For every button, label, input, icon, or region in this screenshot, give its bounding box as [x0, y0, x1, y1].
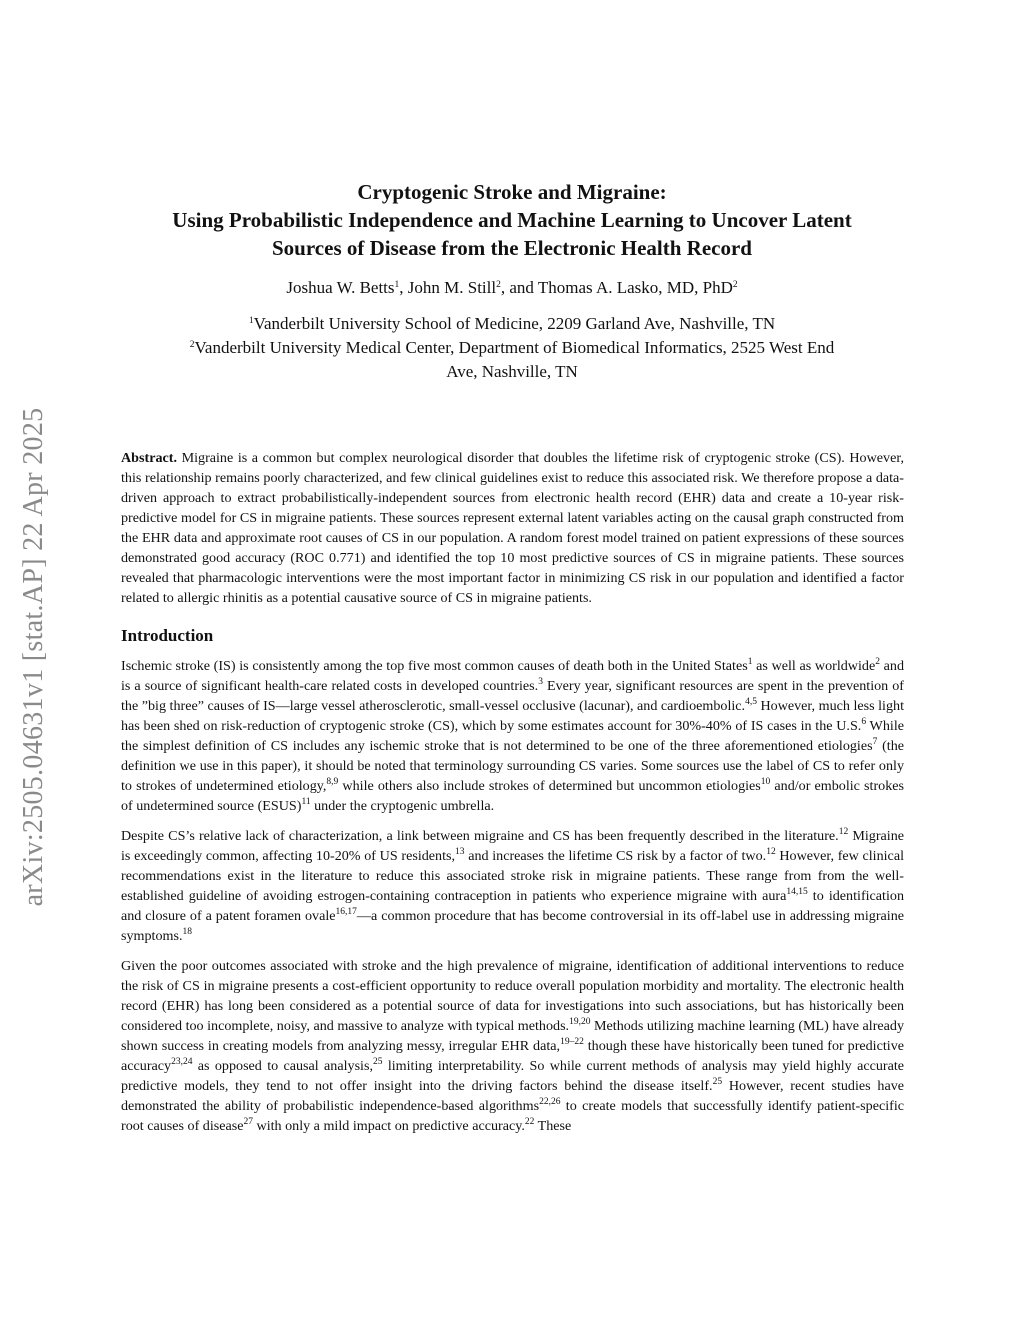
citation-marker: 22,26	[539, 1097, 561, 1107]
citation-marker: 10	[760, 777, 771, 787]
author-affil-marker: 2	[732, 280, 738, 290]
citation-marker: 22	[524, 1117, 535, 1127]
author-affil-marker: 2	[496, 280, 501, 290]
paragraph-text: Despite CS’s relative lack of characterization, a link between migraine and CS has been frequently described in the literature.	[121, 828, 839, 844]
citation-marker: 14,15	[786, 887, 808, 897]
citation-marker: 1	[747, 657, 753, 667]
citation-marker: 18	[182, 927, 192, 937]
paragraph-text: with only a mild impact on predictive accuracy.	[253, 1118, 525, 1134]
citation-marker: 11	[301, 797, 311, 807]
paragraph-text: under the cryptogenic umbrella.	[310, 798, 495, 814]
affiliation-1	[0, 312, 1024, 336]
paragraph-text: Every year, significant resources are spent in the prevention of the ”big three” causes of IS—large vessel atherosclerotic, small-vessel occlusive (lacunar), and cardioembolic.	[121, 678, 904, 714]
paper-body	[121, 448, 904, 1146]
citation-marker: 19,20	[569, 1017, 591, 1027]
abstract	[121, 448, 904, 608]
citation-marker: 27	[243, 1117, 253, 1127]
paragraph-text: and/or embolic strokes of undetermined source (ESUS)	[121, 778, 904, 814]
citation-marker: 16,17	[335, 907, 357, 917]
citation-marker: 4,5	[745, 697, 757, 707]
paragraph	[121, 826, 904, 946]
citation-marker: 12	[766, 847, 776, 857]
paragraph-text: Methods utilizing machine learning (ML) have already shown success in creating models from analyzing messy, irregular EHR data,	[121, 1018, 904, 1054]
author-name: Thomas A. Lasko, MD, PhD	[537, 278, 733, 297]
citation-marker: 13	[455, 847, 465, 857]
header	[0, 178, 1024, 384]
paragraph	[121, 956, 904, 1136]
paragraph-text: and is a source of significant health-care related costs in developed countries.	[121, 658, 904, 694]
title-line-2: Using Probabilistic Independence and Machine Learning to Uncover Latent	[172, 208, 852, 232]
affil-text: Vanderbilt University Medical Center, Department of Biomedical Informatics, 2525 West End	[194, 338, 835, 357]
affiliation-2	[0, 336, 1024, 360]
paragraph-text: However, few clinical recommendations exist in the literature to reduce this associated stroke risk in migraine patients. These range from from the well-established guideline of avoiding estrogen-containing contraception in patients who experience migraine with aura	[121, 848, 904, 904]
citation-marker: 25	[712, 1077, 723, 1087]
author-separator: ,	[399, 278, 408, 297]
citation-marker: 3	[538, 677, 543, 687]
citation-marker: 12	[838, 827, 849, 837]
title-line-1: Cryptogenic Stroke and Migraine:	[357, 180, 667, 204]
citation-marker: 19–22	[560, 1037, 584, 1047]
abstract-text: Migraine is a common but complex neurological disorder that doubles the lifetime risk of cryptogenic stroke (CS). However, this relationship remains poorly characterized, and few clinical guidelines exist to reduce this associated risk. We therefore propose a data-driven approach to extract probabilistically-independent sources from electronic health record (EHR) data and create a 10-year risk-predictive model for CS in migraine patients. These sources represent external latent variables acting on the causal graph constructed from the EHR data and approximate root causes of CS in our population. A random forest model trained on patient expressions of these sources demonstrated good accuracy (ROC 0.771) and identified the top 10 most predictive sources of CS in migraine patients. These sources revealed that pharmacologic interventions were the most important factor in minimizing CS risk in our population and identified a factor related to allergic rhinitis as a potential causative source of CS in migraine patients.	[121, 450, 904, 606]
paragraph-text: to create models that successfully identify patient-specific root causes of disease	[121, 1098, 904, 1134]
author-affil-marker: 1	[394, 280, 400, 290]
paragraph-text: Given the poor outcomes associated with stroke and the high prevalence of migraine, identification of additional interventions to reduce the risk of CS in migraine presents a cost-efficient opportunity to reduce overall population morbidity and mortality. The electronic health record (EHR) has long been considered as a potential source of data for investigations into such associations, but has historically been considered too incomplete, noisy, and massive to analyze with typical methods.	[121, 958, 904, 1034]
arxiv-sidebar-stamp	[8, 352, 60, 962]
paragraph-text: while others also include strokes of determined but uncommon etiologies	[338, 778, 761, 794]
paragraph-text: as well as worldwide	[752, 658, 876, 674]
paragraph-text: though these have historically been tuned for predictive accuracy	[121, 1038, 904, 1074]
paper-title	[0, 178, 1024, 262]
paragraph-text: However, recent studies have demonstrated the ability of probabilistic independence-based algorithms	[121, 1078, 904, 1114]
paragraph-text: as opposed to causal analysis,	[192, 1058, 373, 1074]
citation-marker: 2	[875, 657, 880, 667]
citation-marker: 8,9	[326, 777, 339, 787]
paragraph-text: Ischemic stroke (IS) is consistently among the top five most common causes of death both in the United States	[121, 658, 748, 674]
abstract-label: Abstract.	[121, 450, 177, 466]
affiliations	[0, 312, 1024, 384]
affil-marker: 2	[189, 340, 195, 350]
author-name: John M. Still	[407, 278, 497, 297]
author-name: Joshua W. Betts	[286, 278, 395, 297]
affiliation-2-cont: Ave, Nashville, TN	[446, 362, 578, 381]
arxiv-identifier: arXiv:2505.04631v1 [stat.AP] 22 Apr 2025	[18, 407, 49, 907]
paragraph	[121, 656, 904, 816]
affil-text: Vanderbilt University School of Medicine, 2209 Garland Ave, Nashville, TN	[253, 314, 776, 333]
citation-marker: 23,24	[171, 1057, 193, 1067]
citation-marker: 7	[872, 737, 878, 747]
affil-marker: 1	[248, 316, 254, 326]
paragraph-text: (the definition we use in this paper), it should be noted that terminology surrounding CS varies. Some sources use the label of CS to refer only to strokes of undetermined etiology,	[121, 738, 904, 794]
paragraph-text: These	[534, 1118, 572, 1134]
author-list	[0, 278, 1024, 298]
title-line-3: Sources of Disease from the Electronic Health Record	[272, 236, 752, 260]
section-heading-introduction: Introduction	[121, 626, 214, 645]
citation-marker: 25	[373, 1057, 383, 1067]
paragraph-text: Migraine is exceedingly common, affecting 10-20% of US residents,	[121, 828, 904, 864]
paragraph-text: and increases the lifetime CS risk by a factor of two.	[464, 848, 767, 864]
paragraph-text: However, much less light has been shed on risk-reduction of cryptogenic stroke (CS), which by some estimates account for 30%-40% of IS cases in the U.S.	[121, 698, 904, 734]
paragraph-text: While the simplest definition of CS includes any ischemic stroke that is not determined to be one of the three aforementioned etiologies	[121, 718, 904, 754]
paragraph-text: to identification and closure of a patent foramen ovale	[121, 888, 904, 924]
paragraph-text: —a common procedure that has become controversial in its off-label use in addressing migraine symptoms.	[121, 908, 904, 944]
citation-marker: 6	[861, 717, 867, 727]
paragraph-text: limiting interpretability. So while current methods of analysis may yield highly accurate predictive models, they tend to not offer insight into the driving factors behind the disease itself.	[121, 1058, 905, 1094]
author-separator: , and	[500, 278, 538, 297]
